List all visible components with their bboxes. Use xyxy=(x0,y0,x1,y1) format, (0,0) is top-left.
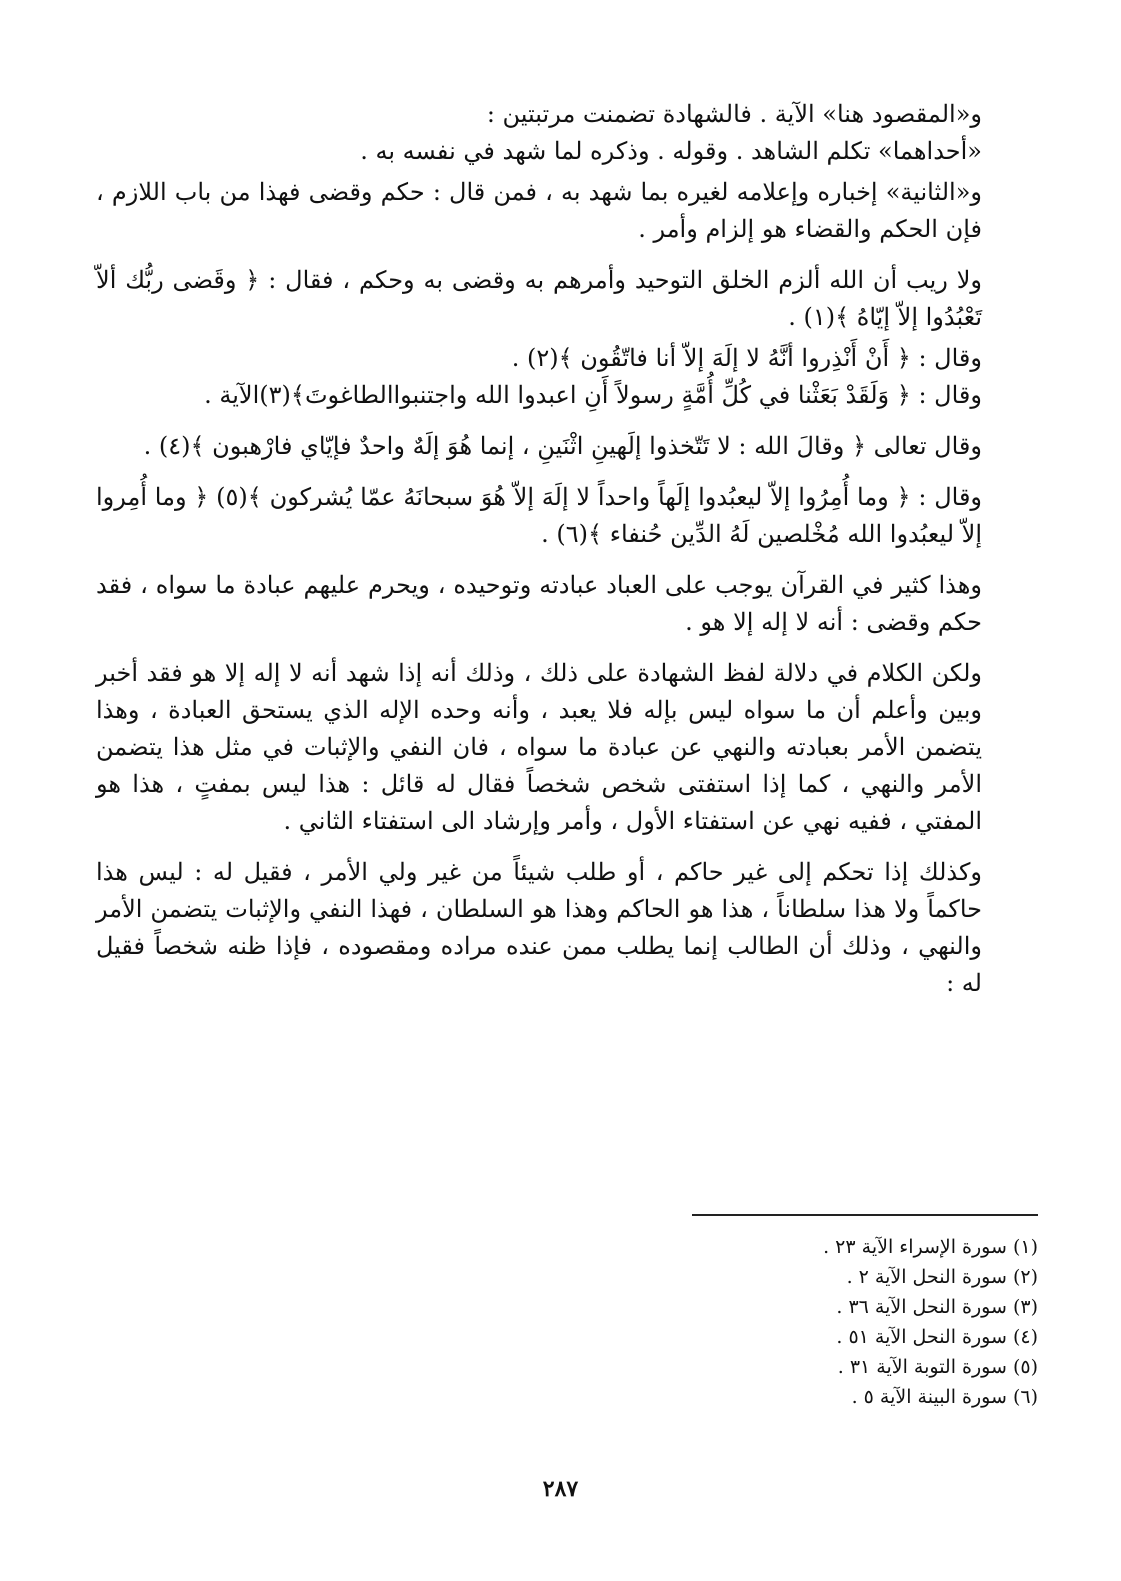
paragraph-1-line-1: و«المقصود هنا» الآية . فالشهادة تضمنت مرتبتين : xyxy=(486,100,982,128)
paragraph-6-text: وقال : ﴿ وما أُمِرُوا إلاّ ليعبُدوا إلَهاً واحداً لا إلَهَ إلاّ هُوَ سبحانَهُ عمّا يُشركون ﴾(٥) ﴿ وما أُمِروا إلاّ ليعبُدوا الله مُخْلصين لَهُ الدِّين حُنفاء ﴾(٦) . xyxy=(96,483,983,548)
paragraph-4-line-1: وقال : ﴿ أَنْ أَنْذِروا أنَّهُ لا إلَهَ إلاّ أنا فاتّقُون ﴾(٢) . xyxy=(511,344,982,372)
footnote-3: (٣) سورة النحل الآية ٣٦ . xyxy=(836,1296,1038,1318)
paragraph-3-text: ولا ريب أن الله ألزم الخلق التوحيد وأمرهم به وقضى به وحكم ، فقال : ﴿ وقَضى ربُّك ألاّ تَعْبُدُوا إلاّ إيّاهُ ﴾(١) . xyxy=(96,266,982,331)
paragraph-9 xyxy=(96,854,1038,1002)
paragraph-2-text: و«الثانية» إخباره وإعلامه لغيره بما شهد به ، فمن قال : حكم وقضى فهذا من باب اللازم ، فإن الحكم والقضاء هو إلزام وأمر . xyxy=(96,178,982,243)
page-number: ٢٨٧ xyxy=(542,1476,579,1502)
footnote-2: (٢) سورة النحل الآية ٢ . xyxy=(846,1266,1038,1288)
footnote-6: (٦) سورة البينة الآية ٥ . xyxy=(851,1386,1038,1408)
footnote-4: (٤) سورة النحل الآية ٥١ . xyxy=(836,1326,1038,1348)
paragraph-8 xyxy=(96,655,1038,840)
paragraph-6 xyxy=(96,479,1038,553)
footnote-5: (٥) سورة التوبة الآية ٣١ . xyxy=(837,1356,1038,1378)
paragraph-5 xyxy=(96,428,1038,465)
paragraph-2 xyxy=(96,174,1038,248)
paragraph-1 xyxy=(96,96,1038,170)
paragraph-1-line-2: «أحداهما» تكلم الشاهد . وقوله . وذكره لما شهد في نفسه به . xyxy=(360,137,982,165)
paragraph-7 xyxy=(96,567,1038,641)
paragraph-4-line-2: وقال : ﴿ وَلَقَدْ بَعَثْنا في كُلِّ أُمَّةٍ رسولاً أَنِ اعبدوا الله واجتنبواالطاغوتَ﴾(٣)الآية . xyxy=(204,381,982,409)
footnotes xyxy=(600,1232,1038,1412)
paragraph-9-text: وكذلك إذا تحكم إلى غير حاكم ، أو طلب شيئاً من غير ولي الأمر ، فقيل له : ليس هذا حاكماً ولا هذا سلطاناً ، هذا هو الحاكم وهذا هو السلطان ، فهذا النفي والإثبات يتضمن الأمر والنهي ، وذلك أن الطالب إنما يطلب ممن عنده مراده ومقصوده ، فإذا ظنه شخصاً فقيل له : xyxy=(96,858,982,997)
paragraph-8-text: ولكن الكلام في دلالة لفظ الشهادة على ذلك ، وذلك أنه إذا شهد أنه لا إله إلا هو فقد أخبر وبين وأعلم أن ما سواه ليس بإله فلا يعبد ، وأنه وحده الإله الذي يستحق العبادة ، وهذا يتضمن الأمر بعبادته والنهي عن عبادة ما سواه ، فان النفي والإثبات في مثل هذا يتضمن الأمر والنهي ، كما إذا استفتى شخص شخصاً فقال له قائل : هذا ليس بمفتٍ ، هذا هو المفتي ، ففيه نهي عن استفتاء الأول ، وأمر وإرشاد الى استفتاء الثاني . xyxy=(96,659,982,835)
page-body xyxy=(96,96,1038,1016)
paragraph-7-text: وهذا كثير في القرآن يوجب على العباد عبادته وتوحيده ، ويحرم عليهم عبادة ما سواه ، فقد حكم وقضى : أنه لا إله إلا هو . xyxy=(96,571,982,636)
paragraph-3 xyxy=(96,262,1038,336)
footnote-1: (١) سورة الإسراء الآية ٢٣ . xyxy=(823,1236,1038,1258)
footnote-separator xyxy=(692,1214,1038,1216)
paragraph-4 xyxy=(96,340,1038,414)
paragraph-5-text: وقال تعالى ﴿ وقالَ الله : لا تَتّخذوا إلَهينِ اثْنَينِ ، إنما هُوَ إلَهٌ واحدٌ فإيّاي فارْهبون ﴾(٤) . xyxy=(143,432,982,460)
